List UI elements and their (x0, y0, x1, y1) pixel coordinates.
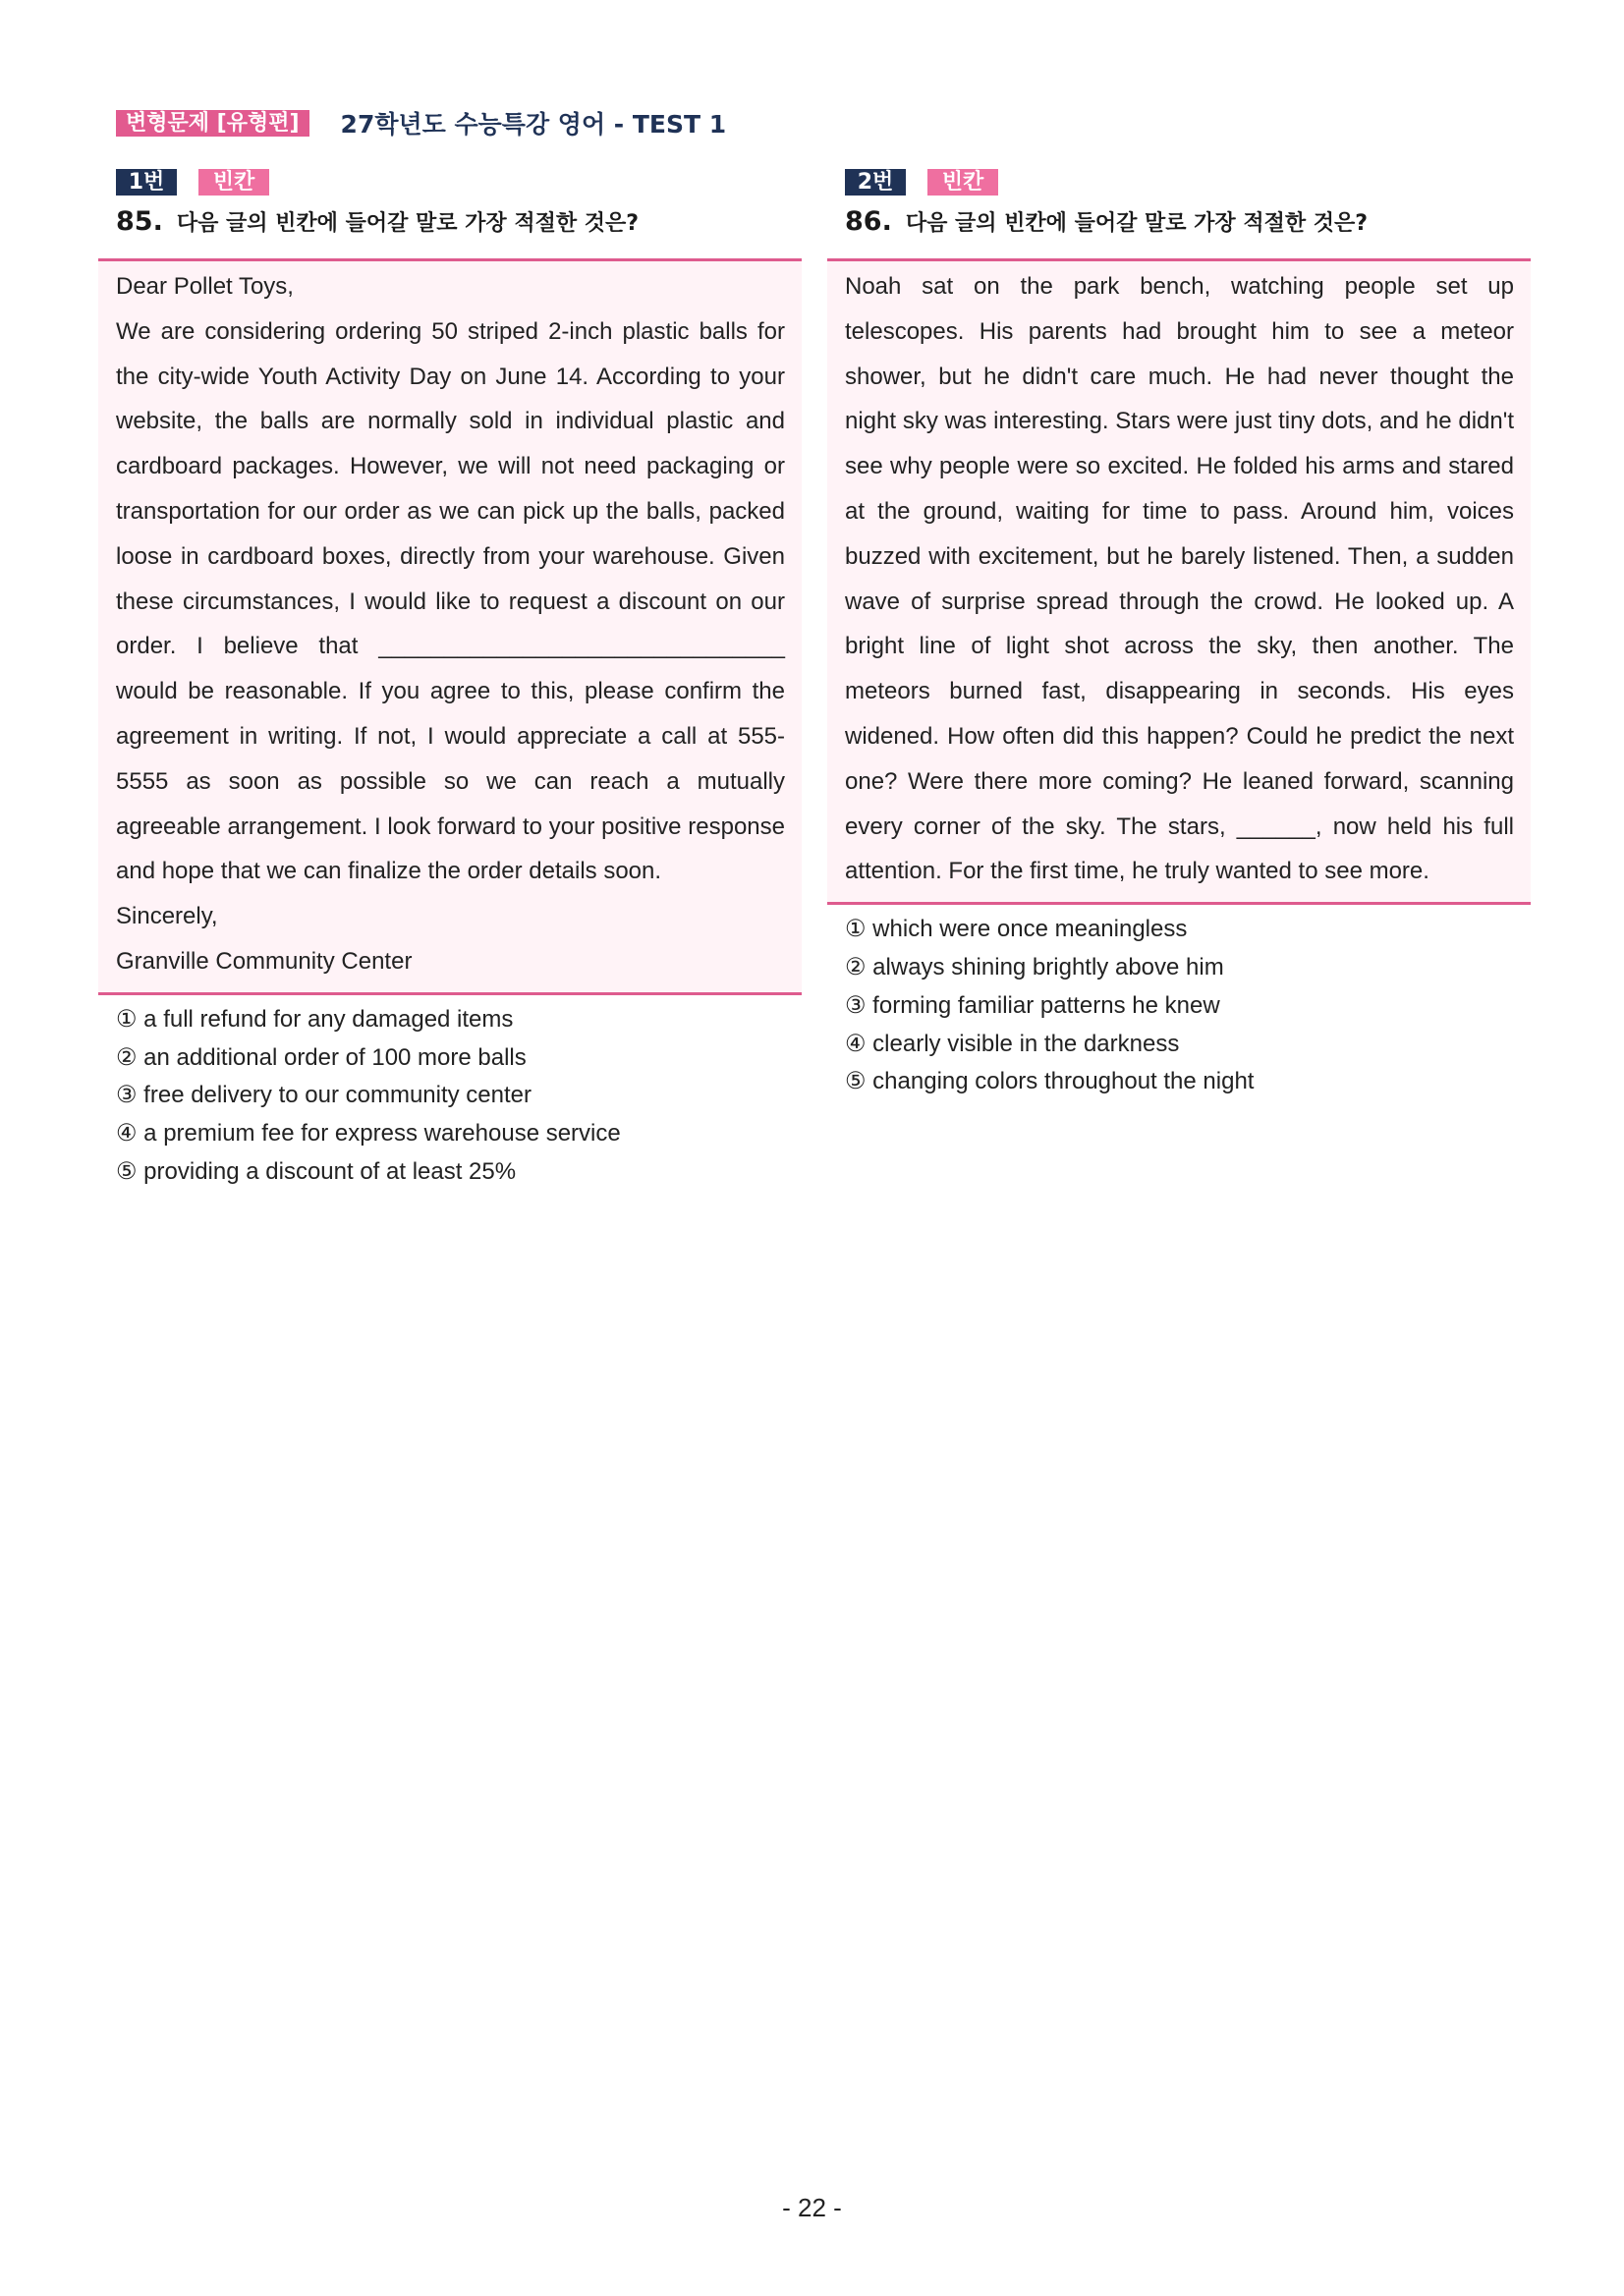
choice-3[interactable]: ③ free delivery to our community center (116, 1082, 532, 1109)
choice-4[interactable]: ④ a premium fee for express warehouse service (116, 1120, 621, 1148)
passage (845, 264, 1514, 894)
question-prompt: 다음 글의 빈칸에 들어갈 말로 가장 적절한 것은? (905, 211, 1369, 236)
choice-1[interactable]: ① a full refund for any damaged items (116, 1005, 514, 1033)
question-number: 86. (845, 206, 892, 237)
type-tag: 빈칸 (198, 169, 269, 196)
question-heading (845, 206, 1531, 237)
passage-body: We are considering ordering 50 striped 2-inch plastic balls for the city-wide Youth Activity Day on June 14. According to your website, the balls are normally sold in individual plastic and cardboard packages. However, we will not need packaging or transportation for our order as we can pick up the balls, packed loose in cardboard boxes, directly from your warehouse. Given these circumstances, I would like to request a discount on our order. I believe that _______________________________ would be reasonable. If you agree to this, please confirm the agreement in writing. If not, I would appreciate a call at 555-5555 as soon as possible so we can reach a mutually agreeable arrangement. I look forward to your positive response and hope that we can finalize the order details soon. (116, 317, 785, 885)
choice-3[interactable]: ③ forming familiar patterns he knew (845, 991, 1220, 1019)
answer-choices (845, 911, 1531, 1101)
header-title: 27학년도 수능특강 영어 - TEST 1 (340, 110, 727, 139)
answer-choices (116, 1001, 802, 1192)
passage-closing: Sincerely, (116, 903, 218, 930)
question-number: 85. (116, 206, 163, 237)
passage-greeting: Dear Pollet Toys, (116, 273, 294, 300)
question-prompt: 다음 글의 빈칸에 들어갈 말로 가장 적절한 것은? (176, 211, 640, 236)
passage (116, 264, 785, 984)
choice-5[interactable]: ⑤ changing colors throughout the night (845, 1068, 1255, 1095)
type-tag: 빈칸 (927, 169, 998, 196)
choice-1[interactable]: ① which were once meaningless (845, 916, 1188, 943)
page-header (116, 105, 726, 140)
question-86 (827, 169, 1531, 1101)
number-tag: 1번 (116, 169, 177, 196)
passage-box (98, 258, 802, 995)
choice-2[interactable]: ② always shining brightly above him (845, 953, 1224, 980)
choice-5[interactable]: ⑤ providing a discount of at least 25% (116, 1157, 517, 1185)
page-number: - 22 - (782, 2193, 842, 2222)
question-tags (845, 169, 1531, 196)
choice-4[interactable]: ④ clearly visible in the darkness (845, 1030, 1180, 1057)
passage-box (827, 258, 1531, 905)
question-heading (116, 206, 802, 237)
number-tag: 2번 (845, 169, 906, 196)
question-tags (116, 169, 802, 196)
choice-2[interactable]: ② an additional order of 100 more balls (116, 1043, 527, 1071)
passage-signature: Granville Community Center (116, 947, 413, 975)
passage-body: Noah sat on the park bench, watching people set up telescopes. His parents had brought him to see a meteor shower, but he didn't care much. He had never thought the night sky was interesting. Stars were just tiny dots, and he didn't see why people were so excited. He folded his arms and stared at the ground, waiting for time to pass. Around him, voices buzzed with excitement, but he barely listened. Then, a sudden wave of surprise spread through the crowd. He looked up. A bright line of light shot across the sky, then another. The meteors burned fast, disappearing in seconds. His eyes widened. How often did this happen? Could he predict the next one? Were there more coming? He leaned forward, scanning every corner of the sky. The stars, ______, now held his full attention. For the first time, he truly wanted to see more. (845, 273, 1514, 885)
question-85 (98, 169, 802, 1192)
header-tag: 변형문제 [유형편] (116, 110, 309, 137)
